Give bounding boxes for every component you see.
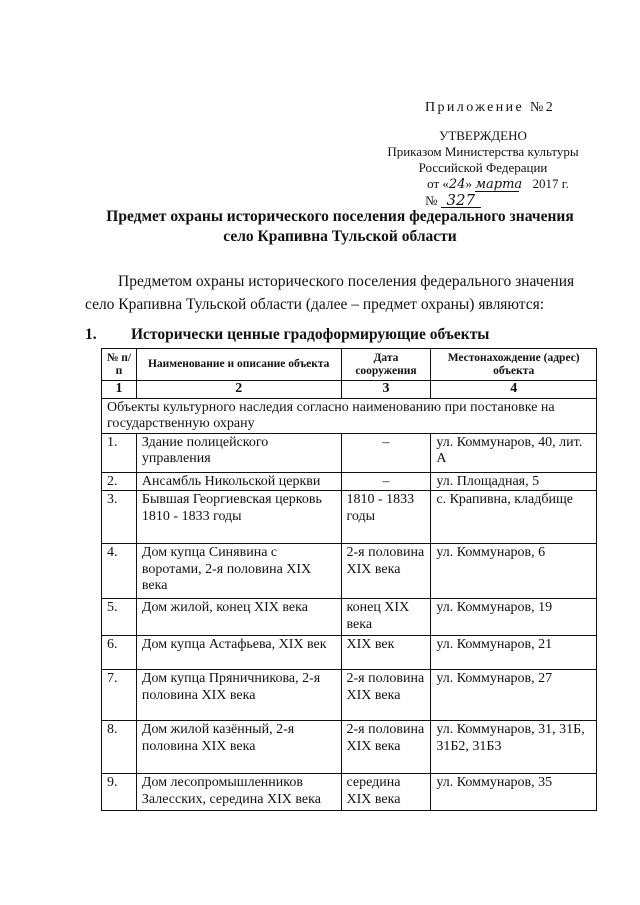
table-row xyxy=(102,472,597,491)
cell-date: конец XIX века xyxy=(341,599,431,636)
table-row xyxy=(102,544,597,599)
table-row xyxy=(102,599,597,636)
cell-date: 2-я половина XIX века xyxy=(341,721,431,774)
table-row xyxy=(102,774,597,811)
column-number: 2 xyxy=(136,381,341,399)
table-header-row xyxy=(102,349,597,381)
cell-num: 3. xyxy=(102,491,137,544)
column-number: 3 xyxy=(341,381,431,399)
cell-address: ул. Коммунаров, 35 xyxy=(431,774,597,811)
table-row xyxy=(102,433,597,472)
cell-address: ул. Коммунаров, 31, 31Б, 31Б2, 31Б3 xyxy=(431,721,597,774)
cell-num: 1. xyxy=(102,433,137,472)
cell-name: Здание полицейского управления xyxy=(136,433,341,472)
date-month-handwritten: марта xyxy=(475,177,523,192)
cell-name: Дом жилой, конец XIX века xyxy=(136,599,341,636)
document-title xyxy=(80,207,600,247)
cell-date: 1810 - 1833 годы xyxy=(341,491,431,544)
cell-name: Дом купца Астафьева, XIX век xyxy=(136,636,341,670)
cell-name: Дом жилой казённый, 2-я половина XIX века xyxy=(136,721,341,774)
cell-name: Дом лесопромышленников Залесских, середина XIX века xyxy=(136,774,341,811)
appendix-label: Приложение №2 xyxy=(425,100,556,115)
cell-name: Ансамбль Никольской церкви xyxy=(136,472,341,491)
title-line-2: село Крапивна Тульской области xyxy=(223,228,457,245)
table-row xyxy=(102,491,597,544)
cell-address: с. Крапивна, кладбище xyxy=(431,491,597,544)
cell-address: ул. Площадная, 5 xyxy=(431,472,597,491)
objects-table xyxy=(101,348,597,811)
cell-date: – xyxy=(341,472,431,491)
section-title: Исторически ценные градоформирующие объекты xyxy=(131,326,490,343)
cell-date: XIX век xyxy=(341,636,431,670)
cell-date: 2-я половина XIX века xyxy=(341,544,431,599)
cell-address: ул. Коммунаров, 19 xyxy=(431,599,597,636)
cell-address: ул. Коммунаров, 27 xyxy=(431,670,597,721)
date-day-handwritten: 24 xyxy=(448,177,466,192)
column-number: 1 xyxy=(102,381,137,399)
cell-name: Дом купца Синявина с воротами, 2-я половина XIX века xyxy=(136,544,341,599)
title-line-1: Предмет охраны исторического поселения федерального значения xyxy=(106,208,574,225)
cell-num: 2. xyxy=(102,472,137,491)
header-name: Наименование и описание объекта xyxy=(136,349,341,381)
approval-block xyxy=(378,128,588,209)
cell-num: 9. xyxy=(102,774,137,811)
header-number: № п/п xyxy=(102,349,137,381)
intro-paragraph xyxy=(85,270,605,316)
cell-num: 5. xyxy=(102,599,137,636)
cell-address: ул. Коммунаров, 40, лит. А xyxy=(431,433,597,472)
date-quote: » xyxy=(465,176,472,191)
cell-name: Бывшая Георгиевская церковь 1810 - 1833 годы xyxy=(136,491,341,544)
section-heading xyxy=(85,326,489,344)
cell-num: 7. xyxy=(102,670,137,721)
cell-num: 8. xyxy=(102,721,137,774)
header-address: Местонахождение (адрес) объекта xyxy=(431,349,597,381)
header-date: Дата сооружения xyxy=(341,349,431,381)
cell-address: ул. Коммунаров, 6 xyxy=(431,544,597,599)
table-row xyxy=(102,670,597,721)
group-row xyxy=(102,398,597,433)
table-row xyxy=(102,636,597,670)
cell-num: 4. xyxy=(102,544,137,599)
cell-date: середина XIX века xyxy=(341,774,431,811)
column-number: 4 xyxy=(431,381,597,399)
group-label: Объекты культурного наследия согласно наименованию при постановке на государственную охрану xyxy=(102,398,597,433)
order-number-handwritten: 327 xyxy=(441,193,481,208)
order-date-line xyxy=(378,176,588,193)
number-prefix: № xyxy=(425,193,438,208)
cell-num: 6. xyxy=(102,636,137,670)
section-number: 1. xyxy=(85,326,97,343)
order-issuer-line1: Приказом Министерства культуры xyxy=(387,144,579,159)
date-year: 2017 г. xyxy=(532,176,569,191)
cell-date: 2-я половина XIX века xyxy=(341,670,431,721)
approved-label: УТВЕРЖДЕНО xyxy=(439,128,527,143)
cell-date: – xyxy=(341,433,431,472)
cell-name: Дом купца Пряничникова, 2-я половина XIX века xyxy=(136,670,341,721)
column-number-row xyxy=(102,381,597,399)
date-prefix: от « xyxy=(427,176,449,191)
intro-paragraph-text: Предметом охраны исторического поселения федерального значения село Крапивна Тульской области (далее – предмет охраны) являются: xyxy=(85,273,575,313)
order-issuer-line2: Российской Федерации xyxy=(418,160,548,175)
table-row xyxy=(102,721,597,774)
cell-address: ул. Коммунаров, 21 xyxy=(431,636,597,670)
